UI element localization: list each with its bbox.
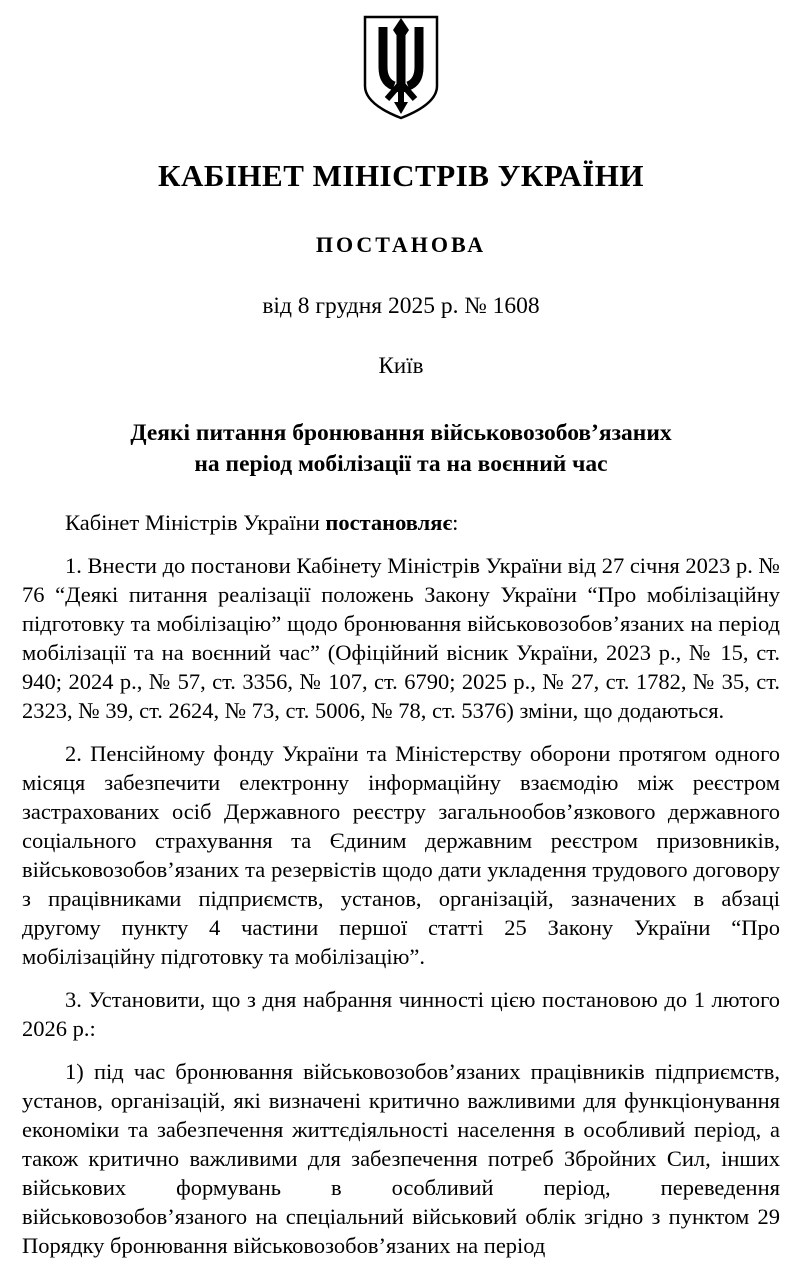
city-line: Київ [378,353,424,378]
intro-regular-text: Кабінет Міністрів України [65,510,326,535]
resolution-intro [22,508,780,537]
paragraph-1: 1. Внести до постанови Кабінету Міністрів України від 27 січня 2023 р. № 76 “Деякі питання реалізації положень Закону України “Про мобілізаційну підготовку та мобілізацію” щодо бронювання військовозобов’язаних на період мобілізації та на воєнний час” (Офіційний вісник України, 2023 р., № 15, ст. 940; 2024 р., № 57, ст. 3356, № 107, ст. 6790; 2025 р., № 27, ст. 1782, № 35, ст. 2323, № 39, ст. 2624, № 73, ст. 5006, № 78, ст. 5376) зміни, що додаються. [22,553,780,723]
subject-line-1: Деякі питання бронювання військовозобов’язаних [130,420,672,446]
paragraph-4: 1) під час бронювання військовозобов’язаних працівників підприємств, установ, організацій, які визначені критично важливими для функціонування економіки та забезпечення життєдіяльності населення в особливий період, а також критично важливими для забезпечення потреб Збройних Сил, інших військових формувань в особливий період, переведення військовозобов’язаного на спеціальний військовий облік згідно з пунктом 29 Порядку бронювання військовозобов’язаних на період [22,1059,780,1258]
paragraph-2: 2. Пенсійному фонду України та Міністерству оборони протягом одного місяця забезпечити електронну інформаційну взаємодію між реєстром застрахованих осіб Державного реєстру загальнообов’язкового державного соціального страхування та Єдиним державним реєстром призовників, військовозобов’язаних та резервістів щодо дати укладення трудового договору з працівниками підприємств, установ, організацій, зазначених в абзаці другому пункту 4 частини першої статті 25 Закону України “Про мобілізаційну підготовку та мобілізацію”. [22,741,780,969]
org-title: КАБІНЕТ МІНІСТРІВ УКРАЇНИ [157,158,644,193]
intro-bold-word: постановляє [325,510,453,535]
date-number-line: від 8 грудня 2025 р. № 1608 [262,293,540,319]
doc-type-title: ПОСТАНОВА [315,232,487,257]
intro-colon: : [452,510,459,535]
ukraine-trident-emblem-icon [359,14,443,121]
document-body [22,508,780,1260]
subject-line-2: на період мобілізації та на воєнний час [194,451,608,477]
subject-title [22,418,780,480]
paragraph-3: 3. Установити, що з дня набрання чинності цією постановою до 1 лютого 2026 р.: [22,987,780,1041]
